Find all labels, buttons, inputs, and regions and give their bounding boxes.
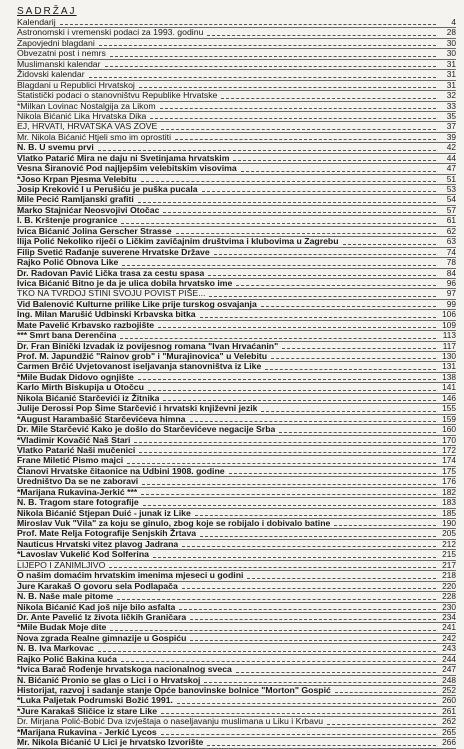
entry-title: *Mile Budak Moje dite bbox=[17, 622, 107, 633]
entry-title: *Jure Karakaš Sličice iz stare Like bbox=[17, 705, 158, 716]
entry-title: N. B. Naše male pitome bbox=[17, 591, 114, 602]
entry-title: Nikola Bićanić Stjepan Duić - junak iz Like bbox=[17, 507, 191, 518]
dot-leader bbox=[229, 473, 436, 474]
entry-page-number: 172 bbox=[442, 444, 456, 455]
dot-leader bbox=[182, 588, 436, 589]
dot-leader bbox=[138, 379, 436, 380]
entry-page-number: 54 bbox=[446, 194, 456, 205]
entry-title: Uredništvo Da se ne zaboravi bbox=[17, 476, 139, 487]
entry-title: Židovski kalendar bbox=[17, 69, 85, 80]
entry-title: *Milkan Lovinac Nostalgija za Likom bbox=[17, 100, 156, 111]
entry-title: Nikola Bićanić Kad još nije bilo asfalta bbox=[17, 601, 176, 612]
entry-page-number: 170 bbox=[442, 434, 456, 445]
dot-leader bbox=[207, 745, 436, 746]
entry-title: Josip Kreković I u Perušiću je puška pucala bbox=[17, 184, 198, 195]
entry-page-number: 247 bbox=[442, 664, 456, 675]
entry-title: *Lavoslav Vukelić Kod Solferina bbox=[17, 549, 149, 560]
entry-page-number: 97 bbox=[446, 288, 456, 299]
entry-title: Vid Balenović Kulturne prilike Like prije turskog osvajanja bbox=[17, 298, 257, 309]
dot-leader bbox=[335, 692, 436, 693]
entry-title: Rajko Polić Bakina kuća bbox=[17, 653, 117, 664]
entry-page-number: 99 bbox=[446, 298, 456, 309]
entry-page-number: 242 bbox=[442, 632, 456, 643]
entry-title: EJ, HRVATI, HRVATSKA VAS ZOVE bbox=[17, 121, 158, 132]
entry-page-number: 215 bbox=[442, 549, 456, 560]
dot-leader bbox=[204, 682, 436, 683]
entry-title: Miroslav Vuk "Vila" za koju se ginulo, zbog koje se robijalo i dobivalo batine bbox=[17, 518, 331, 529]
dot-leader bbox=[208, 275, 436, 276]
dot-leader bbox=[334, 525, 436, 526]
entry-title: Prof. M. Japundžić "Rainov grob" i "Murajinovica" u Velebitu bbox=[17, 351, 268, 362]
entry-title: Statistički podaci o stanovništvu Republike Hrvatske bbox=[17, 90, 218, 101]
dot-leader bbox=[139, 87, 436, 88]
dot-leader bbox=[60, 24, 436, 25]
dot-leader bbox=[142, 484, 436, 485]
dot-leader bbox=[261, 306, 436, 307]
dot-leader bbox=[233, 160, 436, 161]
dot-leader bbox=[161, 734, 436, 735]
entry-page-number: 244 bbox=[442, 653, 456, 664]
entry-title: Prof. Mate Relja Fotografije Senjskih Žrtava bbox=[17, 528, 197, 539]
entry-title: N. B. Tragom stare fotografije bbox=[17, 497, 139, 508]
entry-title: Vesna Širanović Pod najljepšim velebitskim visovima bbox=[17, 163, 237, 174]
dot-leader bbox=[141, 181, 436, 182]
dot-leader bbox=[279, 432, 436, 433]
entry-page-number: 57 bbox=[446, 204, 456, 215]
entry-title: I. B. Krštenje progranice bbox=[17, 215, 118, 226]
entry-page-number: 117 bbox=[442, 340, 456, 351]
entry-title: Obvezatni post i nemrs bbox=[17, 48, 106, 59]
entry-page-number: 234 bbox=[442, 611, 456, 622]
entry-title: *August Harambašić Starčevićeva himna bbox=[17, 413, 186, 424]
entry-page-number: 51 bbox=[446, 173, 456, 184]
entry-title: *Marijana Rukavina - Jerkić Lycos bbox=[17, 726, 157, 737]
entry-page-number: 262 bbox=[442, 716, 456, 727]
entry-page-number: 190 bbox=[442, 518, 456, 529]
contents-list bbox=[17, 18, 456, 749]
entry-title: Nikola Bićanić Starčevići iz Žitnika bbox=[17, 392, 160, 403]
entry-title: Vlatko Patarić Mira ne daju ni Svetinjama hrvatskim bbox=[17, 152, 230, 163]
contents-entry bbox=[17, 738, 456, 748]
entry-page-number: 174 bbox=[442, 455, 456, 466]
entry-page-number: 30 bbox=[446, 37, 456, 48]
entry-title: Jure Karakaš O govoru sela Podlapača bbox=[17, 580, 178, 591]
dot-leader bbox=[150, 118, 436, 119]
entry-page-number: 44 bbox=[446, 152, 456, 163]
dot-leader bbox=[175, 139, 436, 140]
entry-page-number: 31 bbox=[446, 58, 456, 69]
entry-title: Ilija Polić Nekoliko riječi o Ličkim zavičajnim društvima i klubovima u Zagrebu bbox=[17, 236, 339, 247]
entry-page-number: 260 bbox=[442, 695, 456, 706]
dot-leader bbox=[236, 285, 436, 286]
entry-page-number: 62 bbox=[446, 225, 456, 236]
entry-title: N. B. U svemu prvi bbox=[17, 142, 94, 153]
entry-page-number: 266 bbox=[442, 737, 456, 748]
entry-title: Članovi Hrvatske čitaonice na Udbini 1908. godine bbox=[17, 465, 225, 476]
entry-page-number: 28 bbox=[446, 27, 456, 38]
dot-leader bbox=[190, 619, 436, 620]
dot-leader bbox=[127, 463, 436, 464]
entry-page-number: 160 bbox=[442, 424, 456, 435]
entry-title: *Vladimir Kovačić Naš Stari bbox=[17, 434, 131, 445]
dot-leader bbox=[110, 56, 436, 57]
dot-leader bbox=[176, 233, 436, 234]
entry-page-number: 106 bbox=[442, 309, 456, 320]
dot-leader bbox=[265, 369, 436, 370]
dot-leader bbox=[138, 202, 436, 203]
dot-leader bbox=[161, 713, 436, 714]
dot-leader bbox=[241, 171, 436, 172]
dot-leader bbox=[177, 703, 436, 704]
dot-leader bbox=[236, 672, 436, 673]
contents-heading: SADRŽAJ bbox=[17, 6, 77, 17]
entry-page-number: 241 bbox=[442, 622, 456, 633]
entry-title: Nikola Bićanić Lika Hrvatska Dika bbox=[17, 110, 147, 121]
dot-leader bbox=[209, 296, 436, 297]
entry-page-number: 84 bbox=[446, 267, 456, 278]
entry-title: Ivica Bićanić Jolina Gerscher Strasse bbox=[17, 225, 172, 236]
dot-leader bbox=[200, 317, 436, 318]
entry-page-number: 30 bbox=[446, 48, 456, 59]
dot-leader bbox=[98, 150, 436, 151]
dot-leader bbox=[282, 348, 436, 349]
entry-title: Dr. Fran Binički Izvadak iz povijesnog romana "Ivan Hrvaćanin" bbox=[17, 340, 279, 351]
entry-page-number: 159 bbox=[442, 413, 456, 424]
entry-title: LIJEPO I ZANIMLJIVO bbox=[17, 559, 106, 570]
dot-leader bbox=[105, 66, 436, 67]
dot-leader bbox=[179, 609, 436, 610]
dot-leader bbox=[160, 108, 436, 109]
entry-page-number: 31 bbox=[446, 79, 456, 90]
dot-leader bbox=[109, 567, 436, 568]
dot-leader bbox=[163, 400, 436, 401]
entry-title: *Ivica Barač Rođenje hrvatskoga nacionalnog sveca bbox=[17, 664, 232, 675]
dot-leader bbox=[200, 536, 436, 537]
entry-title: Zapovjedni blagdani bbox=[17, 37, 95, 48]
dot-leader bbox=[143, 505, 436, 506]
dot-leader bbox=[110, 630, 436, 631]
entry-title: *Marijana Rukavina-Jerkić *** bbox=[17, 486, 138, 497]
entry-page-number: 176 bbox=[442, 476, 456, 487]
entry-title: Marko Stajnićar Neosvojivi Otočac bbox=[17, 204, 160, 215]
entry-title: Blagdani u Republici Hrvatskoj bbox=[17, 79, 135, 90]
dot-leader bbox=[161, 129, 436, 130]
entry-page-number: 217 bbox=[442, 559, 456, 570]
dot-leader bbox=[141, 494, 436, 495]
entry-title: Kalendarij bbox=[17, 17, 56, 28]
entry-page-number: 61 bbox=[446, 215, 456, 226]
dot-leader bbox=[214, 254, 436, 255]
entry-page-number: 252 bbox=[442, 685, 456, 696]
dot-leader bbox=[99, 45, 436, 46]
entry-title: Dr. Mile Starčević Kako je došlo do Starčevićeve negacije Srba bbox=[17, 424, 276, 435]
dot-leader bbox=[148, 390, 436, 391]
entry-page-number: 31 bbox=[446, 69, 456, 80]
entry-title: Mr. Nikola Bićanić Htjeli smo im oprostiti bbox=[17, 131, 171, 142]
entry-page-number: 35 bbox=[446, 110, 456, 121]
entry-page-number: 32 bbox=[446, 90, 456, 101]
dot-leader bbox=[139, 452, 436, 453]
entry-page-number: 47 bbox=[446, 163, 456, 174]
entry-title: Mate Pavelić Krbavsko razbojište bbox=[17, 319, 155, 330]
dot-leader bbox=[182, 546, 436, 547]
entry-title: Julije Derossi Pop Šime Starčević i hrvatski književni jezik bbox=[17, 403, 258, 414]
dot-leader bbox=[89, 77, 436, 78]
entry-page-number: 53 bbox=[446, 184, 456, 195]
entry-title: O našim domaćim hrvatskim imenima mjeseci u godini bbox=[17, 570, 244, 581]
dot-leader bbox=[121, 223, 436, 224]
entry-page-number: 131 bbox=[442, 361, 456, 372]
entry-page-number: 138 bbox=[442, 371, 456, 382]
entry-page-number: 37 bbox=[446, 121, 456, 132]
entry-title: Mr. Nikola Bićanić U Lici je hrvatsko Izvorište bbox=[17, 737, 204, 748]
dot-leader bbox=[158, 327, 436, 328]
dot-leader bbox=[190, 640, 436, 641]
entry-title: Filip Svetić Rađanje suverene Hrvatske Države bbox=[17, 246, 210, 257]
dot-leader bbox=[121, 661, 436, 662]
entry-title: Karlo Mirth Biskupija u Otočcu bbox=[17, 382, 144, 393]
entry-page-number: 155 bbox=[442, 403, 456, 414]
entry-page-number: 141 bbox=[442, 382, 456, 393]
dot-leader bbox=[163, 212, 436, 213]
entry-title: Astronomski i vremenski podaci za 1993. godinu bbox=[17, 27, 204, 38]
entry-title: Nova zgrada Realne gimnazije u Gospiću bbox=[17, 632, 187, 643]
entry-title: N. Bićanić Pronio se glas o Lici i o Hrvatskoj bbox=[17, 674, 201, 685]
entry-title: Dr. Radovan Pavić Lička trasa za cestu spasa bbox=[17, 267, 205, 278]
entry-page-number: 243 bbox=[442, 643, 456, 654]
entry-page-number: 113 bbox=[442, 330, 456, 341]
entry-title: Dr. Mirjana Polić-Bobić Dva izvještaja o naseljavanju muslimana u Liku i Krbavu bbox=[17, 716, 324, 727]
entry-page-number: 248 bbox=[442, 674, 456, 685]
entry-page-number: 74 bbox=[446, 246, 456, 257]
dot-leader bbox=[202, 191, 436, 192]
dot-leader bbox=[134, 442, 436, 443]
dot-leader bbox=[343, 244, 436, 245]
dot-leader bbox=[122, 265, 436, 266]
dot-leader bbox=[190, 421, 436, 422]
entry-title: Rajko Polić Obnova Like bbox=[17, 257, 119, 268]
entry-title: TKO NA TVRDOJ STINI SVOJU POVIST PIŠE... bbox=[17, 288, 206, 299]
dot-leader bbox=[271, 358, 436, 359]
dot-leader bbox=[247, 578, 436, 579]
dot-leader bbox=[153, 557, 436, 558]
dot-leader bbox=[195, 515, 436, 516]
entry-title: Dr. Ante Pavelić Iz života ličkih Graničara bbox=[17, 611, 187, 622]
entry-page-number: 265 bbox=[442, 726, 456, 737]
entry-title: Carmen Brčić Uvjetovanost iseljavanja stanovništva iz Like bbox=[17, 361, 262, 372]
entry-page-number: 109 bbox=[442, 319, 456, 330]
entry-page-number: 228 bbox=[442, 591, 456, 602]
dot-leader bbox=[221, 98, 436, 99]
entry-page-number: 182 bbox=[442, 486, 456, 497]
entry-page-number: 130 bbox=[442, 351, 456, 362]
dot-leader bbox=[120, 338, 436, 339]
entry-page-number: 183 bbox=[442, 497, 456, 508]
entry-page-number: 185 bbox=[442, 507, 456, 518]
dot-leader bbox=[117, 599, 436, 600]
entry-title: *** Smrt bana Derenčina bbox=[17, 330, 117, 341]
entry-title: *Mile Budak Didovo ognjište bbox=[17, 371, 134, 382]
entry-page-number: 4 bbox=[451, 17, 456, 28]
entry-title: Ivica Bićanić Bitno je da je ulica dobila hrvatsko ime bbox=[17, 277, 233, 288]
entry-title: Ing. Milan Marušić Udbinski Krbavska bitka bbox=[17, 309, 196, 320]
entry-page-number: 205 bbox=[442, 528, 456, 539]
dot-leader bbox=[261, 411, 436, 412]
entry-title: Frane Miletić Pismo majci bbox=[17, 455, 124, 466]
entry-title: Muslimanski kalendar bbox=[17, 58, 101, 69]
dot-leader bbox=[98, 651, 436, 652]
entry-page-number: 63 bbox=[446, 236, 456, 247]
entry-page-number: 42 bbox=[446, 142, 456, 153]
entry-title: Vlatko Patarić Naši mučenici bbox=[17, 444, 136, 455]
entry-page-number: 146 bbox=[442, 392, 456, 403]
entry-title: N. B. Iva Markovac bbox=[17, 643, 94, 654]
entry-page-number: 212 bbox=[442, 538, 456, 549]
entry-title: *Luka Paljetak Podrumski Božić 1991. bbox=[17, 695, 173, 706]
entry-page-number: 175 bbox=[442, 465, 456, 476]
dot-leader bbox=[327, 724, 436, 725]
entry-page-number: 220 bbox=[442, 580, 456, 591]
entry-page-number: 230 bbox=[442, 601, 456, 612]
entry-title: *Joso Krpan Pjesma Velebitu bbox=[17, 173, 137, 184]
entry-title: Mile Pecić Ramljanski grafiti bbox=[17, 194, 134, 205]
entry-page-number: 96 bbox=[446, 277, 456, 288]
dot-leader bbox=[207, 35, 436, 36]
entry-page-number: 218 bbox=[442, 570, 456, 581]
entry-page-number: 39 bbox=[446, 131, 456, 142]
entry-title: Nauticus Hrvatski vitez plavog Jadrana bbox=[17, 538, 179, 549]
entry-title: Historijat, razvoj i sadanje stanje Opće banovinske bolnice "Morton" Gospić bbox=[17, 685, 331, 696]
entry-page-number: 33 bbox=[446, 100, 456, 111]
entry-page-number: 261 bbox=[442, 705, 456, 716]
entry-page-number: 78 bbox=[446, 257, 456, 268]
